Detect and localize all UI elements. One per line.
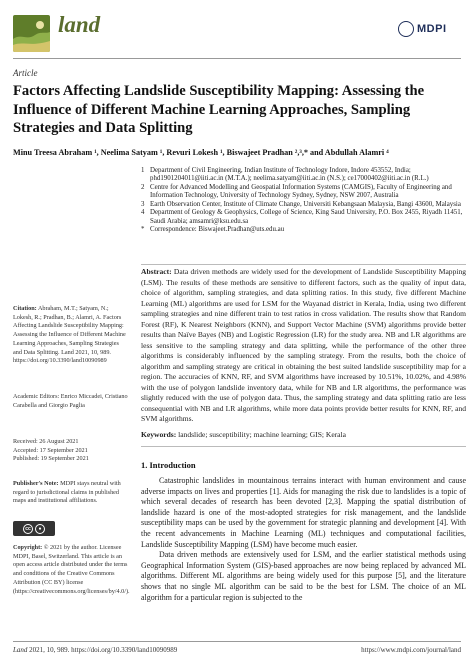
introduction-body [141,476,466,603]
publisher-name: MDPI [417,23,447,35]
keywords-label: Keywords: [141,430,177,439]
keywords-text: landslide; susceptibility; machine learning; GIS; Kerala [178,430,346,439]
footer-journal: Land [13,646,28,654]
cc-icon: cc [23,524,33,534]
copyright-label: Copyright: [13,544,43,551]
by-attribution-icon: ● [35,524,45,534]
header-divider [13,58,461,59]
affiliation-number: * [141,226,145,234]
journal-logo-icon [13,15,50,52]
accepted-date: Accepted: 17 September 2021 [13,446,88,454]
article-type: Article [13,68,38,78]
section-heading: 1. Introduction [141,460,196,470]
paper-title: Factors Affecting Landslide Susceptibility Mapping: Assessing the Influence of Different Machine Learning Approaches, Sampling Strategies and Data Splitting [13,83,425,137]
affiliation-text: Department of Geology & Geophysics, College of Science, King Saud University, P.O. Box 2455, Riyadh 11451, Saudi Arabia; amsamri@ksu.edu.sa [150,209,463,225]
paragraph: Data driven methods are extensively used for LSM, and the earlier statistical methods using Geographical Information System (GIS)-based approaches are now being replaced by advanced ML algorithms. Different ML algorithms are being widely used for this purpose [5], and the literature shows that no single ML algorithm can be said to be the best for LSM. The choice of an ML algorithm for a particular region is subjected to the [141,550,466,602]
paragraph: Catastrophic landslides in mountainous terrains interact with human environment and cause adverse impacts on lives and properties [1]. Aids for managing the risk due to landslides is a topic of which several decades of research has been devoted [2,3]. Mapping the spatial distribution of landslide hazard is one of the most-adopted strategies for risk management, and the landslide susceptibility maps can be used by the government for strategic planning and development [4]. With the recent advancements in Machine Learning (ML) techniques and computational facilities, Landslide Susceptibility Mapping (LSM) have become much easier. [141,476,466,549]
citation-text[interactable]: Abraham, M.T.; Satyam, N.; Lokesh, R.; Pradhan, B.; Alamri, A. Factors Affecting Landslide Susceptibility Mapping: Assessing the Influence of Different Machine Learning Approaches, Sampling Strategies and Data Splitting. Land 2021, 10, 989. https://doi.org/10.3390/land10090989 [13,305,126,365]
footer-citation [13,646,177,654]
academic-editors: Academic Editors: Enrico Miccadei, Cristiano Carabella and Giorgio Paglia [13,393,128,409]
abstract-text: Data driven methods are widely used for the development of Landslide Susceptibility Mapping (LSM). The results of these methods are sensitive to different factors, such as the quality of input data, choice of algorithm, sampling strategies, and data splitting ratios. In this study, five different Machine Learning (ML) algorithms are used for LSM for the Wayanad district in Kerala, India, using two different sampling strategies and nine different train to test ratios in cross validation. The results show that Random Forest (RF), K Nearest Neighbors (KNN), and Support Vector Machine (SVM) algorithms provide better results than Naïve Bayes (NB) and Logistic Regression (LR) for the study area. NB and LR algorithms are less sensitive to the sampling strategy and data splitting, while the performance of the other three algorithms is considerably influenced by the sampling strategy. From the results, both the choice of algorithm and sampling strategy are critical in obtaining the best suited landslide susceptibility map for a region. The accuracies of KNN, RF, and SVM algorithms have increased by 10.51%, 10.02%, and 4.98% with the use of polygon landslide inventory data, while for NB and LR algorithms, the performance was slightly reduced with the use of polygon data. Thus, the sampling strategy and data splitting ratio are less consequential with NB and LR algorithms, while more data points provide better results for KNN, RF, and SVM algorithms. [141,267,467,423]
affiliation-number: 1 [141,167,145,174]
publisher-note-text: MDPI stays neutral with regard to jurisdictional claims in published maps and institutional affiliations. [13,480,121,505]
copyright-text: © 2021 by the author. Licensee MDPI, Basel, Switzerland. This article is an open access article distributed under the terms and conditions of the Creative Commons Attribution (CC BY) license (https://creativecommons.org/licenses/by/4.0/). [13,544,130,595]
journal-name: land [58,12,101,37]
citation-block [13,305,128,366]
citation-label: Citation: [13,305,37,312]
author-list: Minu Treesa Abraham ¹, Neelima Satyam ¹, Revuri Lokesh ¹, Biswajeet Pradhan ²,³,* and Abdullah Alamri ⁴ [13,148,389,157]
affiliation-text: Centre for Advanced Modelling and Geospatial Information Systems (CAMGIS), Faculty of Engineering and Information Technology, University of Technology Sydney, Sydney, NSW 2007, Australia [150,183,452,200]
publisher-note-label: Publisher's Note: [13,480,59,487]
affiliations [141,167,466,235]
abstract-top-divider [141,264,466,265]
received-date: Received: 26 August 2021 [13,438,79,445]
affiliation-number: 2 [141,183,145,191]
copyright-block [13,544,128,596]
affiliation-number: 4 [141,209,145,217]
abstract-bottom-divider [141,446,466,447]
footer-journal-url[interactable]: https://www.mdpi.com/journal/land [361,646,461,654]
affiliation-item [141,226,466,234]
abstract-label: Abstract: [141,267,172,276]
mdpi-logo-icon [398,21,414,37]
footer-divider [13,641,461,642]
keywords [141,430,466,439]
affiliation-text: Earth Observation Center, Institute of Climate Change, Universiti Kebangsaan Malaysia, Bangi 43600, Malaysia [150,200,461,208]
affiliation-item [141,201,466,209]
publisher-logo[interactable] [398,17,447,41]
affiliation-item [141,209,466,226]
affiliation-text: Department of Civil Engineering, Indian Institute of Technology Indore, Indore 453552, India; phd1901204011@iiti.ac.in (M.T.A.); neelima.satyam@iiti.ac.in (N.S.); ce17000402@iiti.ac.in (R.L.) [150,167,429,183]
cc-license-badge[interactable] [13,521,55,536]
published-date: Published: 19 September 2021 [13,455,89,463]
publisher-note [13,480,128,506]
abstract [141,267,466,425]
footer-citation-text[interactable]: 2021, 10, 989. https://doi.org/10.3390/land10090989 [29,646,178,654]
affiliation-item [141,184,466,201]
affiliation-number: 3 [141,200,145,208]
affiliation-item [141,167,466,184]
publication-dates [13,438,128,464]
correspondence-text: Correspondence: Biswajeet.Pradhan@uts.edu.au [150,226,285,234]
